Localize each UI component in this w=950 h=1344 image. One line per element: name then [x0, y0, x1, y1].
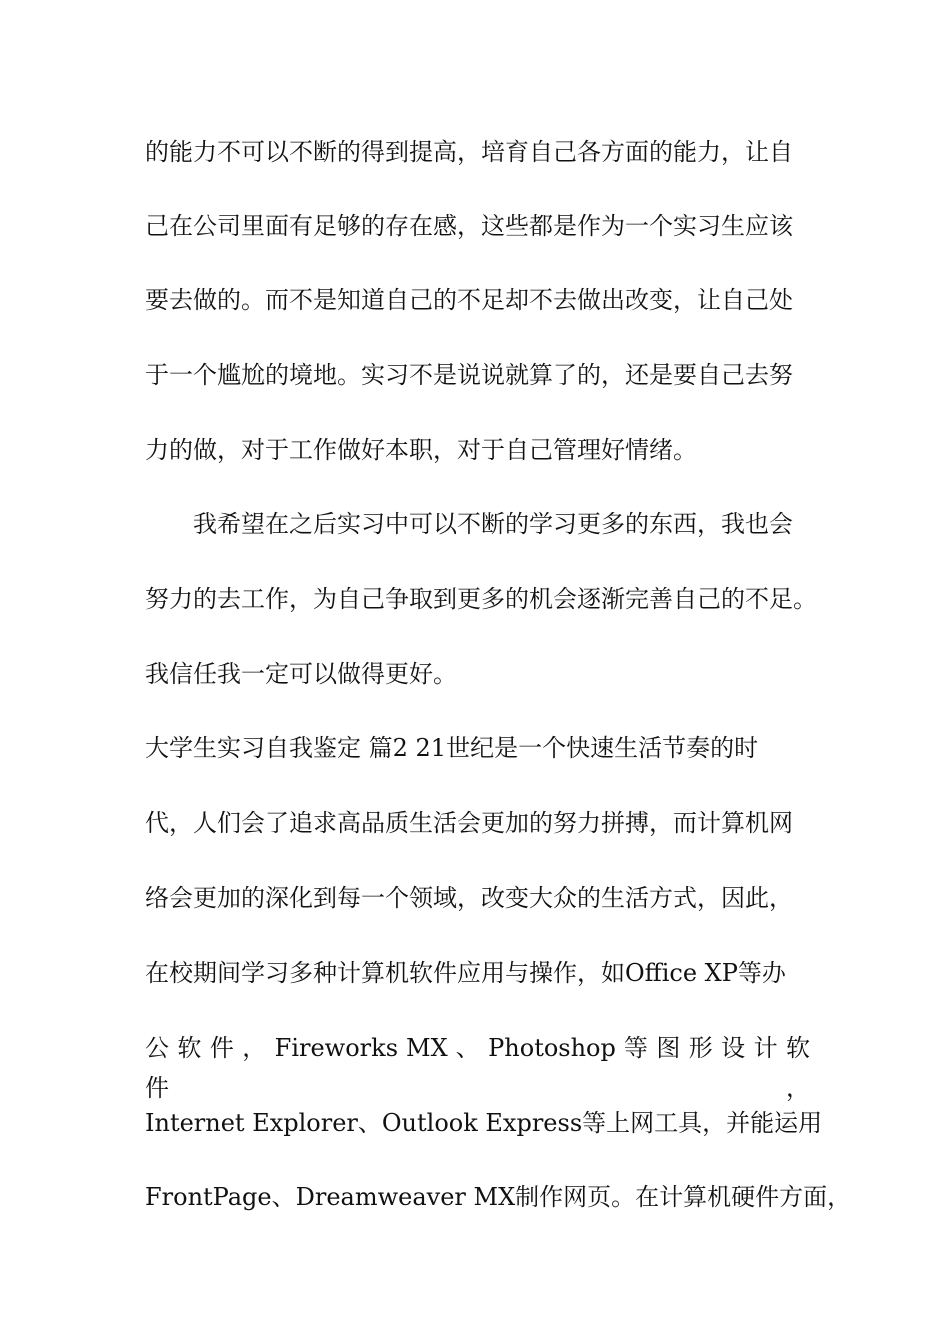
text-line: 己在公司里面有足够的存在感，这些都是作为一个实习生应该 [145, 212, 793, 240]
text-line: 在校期间学习多种计算机软件应用与操作，如Office XP等办 [145, 959, 786, 987]
text-line: 于一个尴尬的境地。实习不是说说就算了的，还是要自己去努 [145, 361, 793, 389]
paragraph-start-line: 我希望在之后实习中可以不断的学习更多的东西，我也会 [193, 510, 793, 538]
text-line: 要去做的。而不是知道自己的不足却不去做出改变，让自己处 [145, 286, 793, 314]
text-line: 公 软 件 ， Fireworks MX 、 Photoshop 等 图 形 设 计 软 件 ， [145, 1034, 810, 1102]
section-heading-line: 大学生实习自我鉴定 篇2 21世纪是一个快速生活节奏的时 [145, 734, 759, 762]
text-line: FrontPage、Dreamweaver MX制作网页。在计算机硬件方面， [145, 1183, 852, 1211]
text-line: 络会更加的深化到每一个领域，改变大众的生活方式，因此， [145, 884, 793, 912]
text-line: 力的做，对于工作做好本职，对于自己管理好情绪。 [145, 436, 697, 464]
text-line: 我信任我一定可以做得更好。 [145, 660, 457, 688]
text-line: 代，人们会了追求高品质生活会更加的努力拼搏，而计算机网 [145, 809, 793, 837]
text-line: 努力的去工作，为自己争取到更多的机会逐渐完善自己的不足。 [145, 585, 817, 613]
text-line: Internet Explorer、Outlook Express等上网工具，并能运用 [145, 1109, 823, 1137]
text-line: 的能力不可以不断的得到提高，培育自己各方面的能力，让自 [145, 138, 793, 166]
